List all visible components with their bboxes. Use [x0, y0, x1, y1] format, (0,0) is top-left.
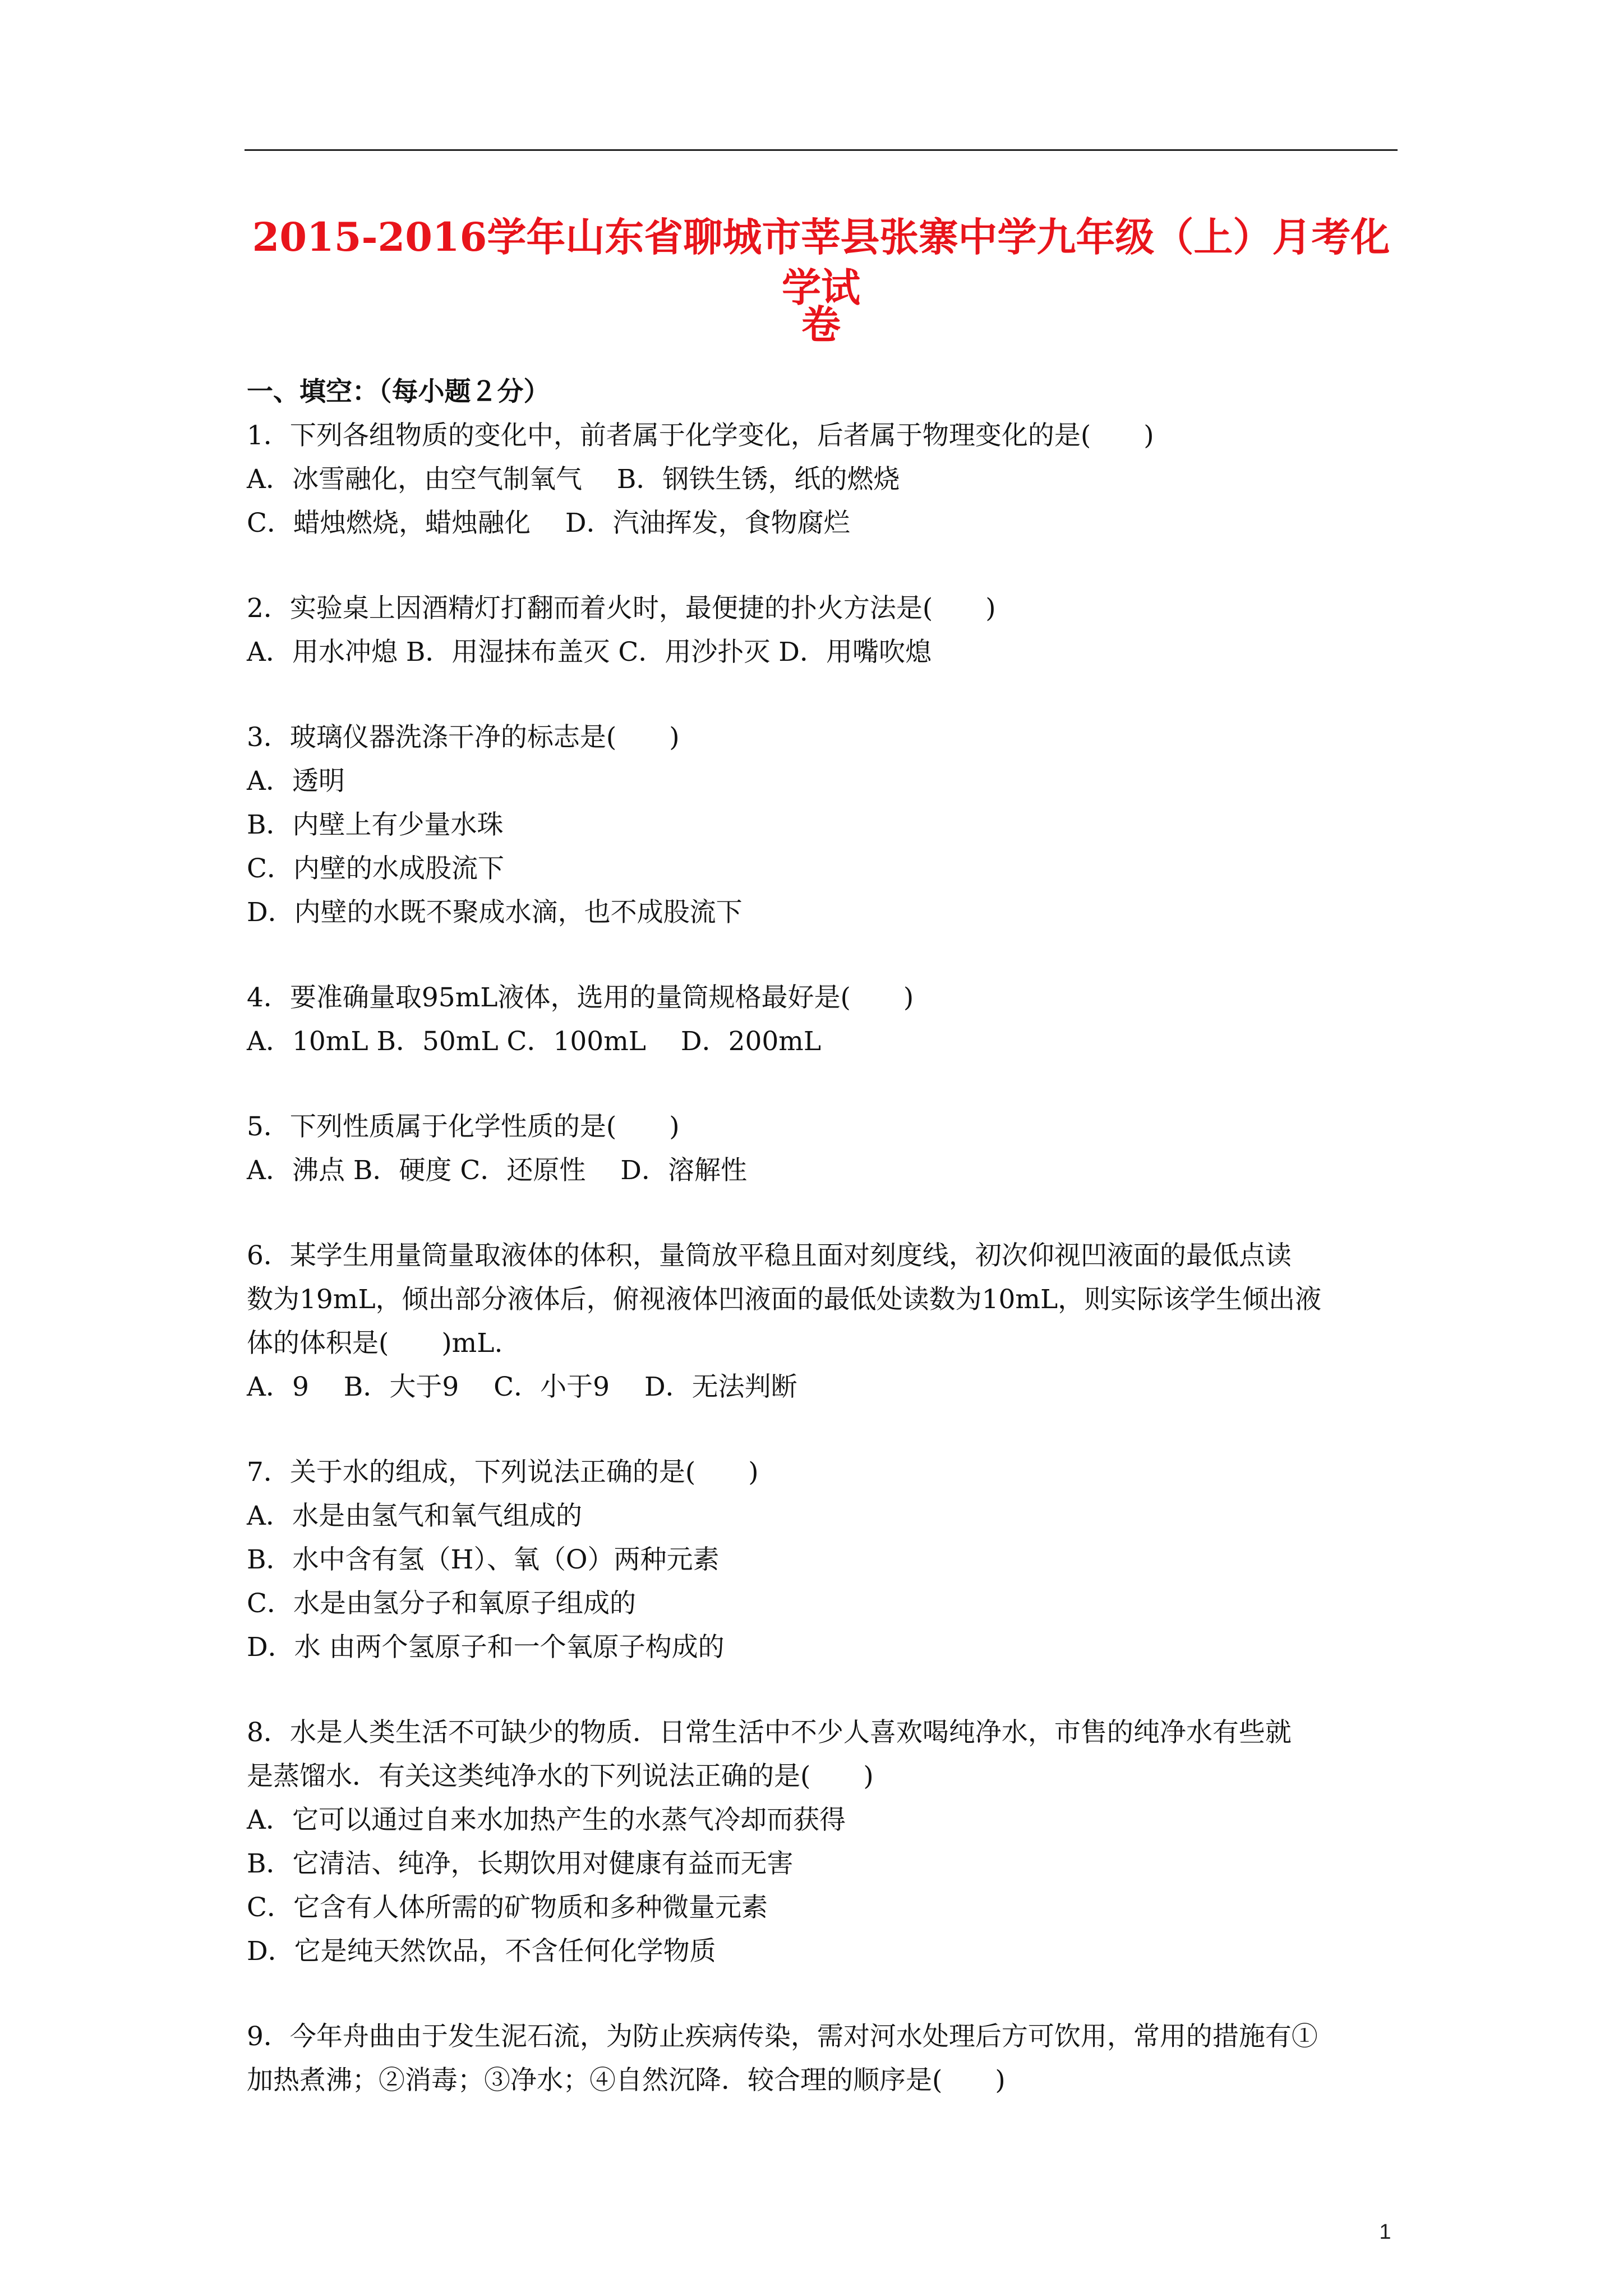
question-item	[247, 414, 1398, 545]
question-line: B．内壁上有少量水珠	[247, 809, 504, 840]
question-line: A．沸点 B．硬度 C．还原性 D．溶解性	[247, 1155, 747, 1186]
question-line: A．水是由氢气和氧气组成的	[247, 1501, 582, 1531]
question-line: C．水是由氢分子和氧原子组成的	[247, 1588, 636, 1619]
question-line: A．9 B．大于9 C．小于9 D．无法判断	[247, 1372, 797, 1402]
question-line: C．蜡烛燃烧，蜡烛融化 D．汽油挥发，食物腐烂	[247, 508, 850, 539]
section-heading: 一、填空：（每小题２分）	[247, 376, 550, 407]
header-rule	[245, 149, 1398, 151]
question-line: A．透明	[247, 766, 345, 797]
question-line: A．10mL B．50mL C．100mL D．200mL	[247, 1026, 822, 1057]
question-line: 体的体积是( )mL.	[247, 1328, 503, 1359]
question-line: D．水 由两个氢原子和一个氧原子构成的	[247, 1632, 725, 1663]
question-stem: 9．今年舟曲由于发生泥石流，为防止疾病传染，需对河水处理后方可饮用，常用的措施有①	[247, 2021, 1318, 2052]
question-line: A．它可以通过自来水加热产生的水蒸气冷却而获得	[247, 1805, 846, 1835]
exam-title-line-1: 2015-2016学年山东省聊城市莘县张寨中学九年级（上）月考化学试	[252, 214, 1390, 311]
question-item	[247, 1105, 1398, 1193]
question-line: B．水中含有氢（H）、氧（O）两种元素	[247, 1544, 720, 1575]
question-line: D．它是纯天然饮品，不含任何化学物质	[247, 1936, 716, 1967]
page-number: 1	[1379, 2220, 1391, 2244]
question-stem: 5．下列性质属于化学性质的是( )	[247, 1111, 680, 1142]
question-item	[247, 587, 1398, 674]
question-stem: 7．关于水的组成，下列说法正确的是( )	[247, 1457, 759, 1488]
question-line: 是蒸馏水．有关这类纯净水的下列说法正确的是( )	[247, 1761, 874, 1792]
question-line: A．冰雪融化，由空气制氧气 B．钢铁生锈，纸的燃烧	[247, 464, 900, 495]
question-item	[247, 1451, 1398, 1669]
question-stem: 8．水是人类生活不可缺少的物质．日常生活中不少人喜欢喝纯净水，市售的纯净水有些就	[247, 1717, 1292, 1748]
question-list	[247, 414, 1398, 2102]
question-stem: 4．要准确量取95mL液体，选用的量筒规格最好是( )	[247, 982, 914, 1013]
question-line: D．内壁的水既不聚成水滴，也不成股流下	[247, 897, 743, 928]
question-line: A．用水冲熄 B．用湿抹布盖灭 C．用沙扑灭 D．用嘴吹熄	[247, 637, 932, 668]
question-item	[247, 1711, 1398, 1973]
question-item	[247, 976, 1398, 1064]
question-item	[247, 716, 1398, 935]
question-line: 加热煮沸；②消毒；③净水；④自然沉降．较合理的顺序是( )	[247, 2065, 1006, 2096]
question-stem: 2．实验桌上因酒精灯打翻而着火时，最便捷的扑火方法是( )	[247, 593, 996, 624]
exam-content	[247, 370, 1398, 2144]
question-stem: 6．某学生用量筒量取液体的体积，量筒放平稳且面对刻度线，初次仰视凹液面的最低点读	[247, 1240, 1292, 1271]
question-line: C．它含有人体所需的矿物质和多种微量元素	[247, 1892, 768, 1923]
question-line: B．它清洁、纯净，长期饮用对健康有益而无害	[247, 1848, 794, 1879]
question-stem: 3．玻璃仪器洗涤干净的标志是( )	[247, 722, 680, 753]
question-item	[247, 1234, 1398, 1409]
question-stem: 1．下列各组物质的变化中，前者属于化学变化，后者属于物理变化的是( )	[247, 420, 1154, 451]
question-item	[247, 2015, 1398, 2102]
exam-title-line-2: 卷	[801, 301, 841, 348]
question-line: C．内壁的水成股流下	[247, 853, 504, 884]
question-line: 数为19mL，倾出部分液体后，俯视液体凹液面的最低处读数为10mL，则实际该学生倾出液	[247, 1284, 1322, 1315]
